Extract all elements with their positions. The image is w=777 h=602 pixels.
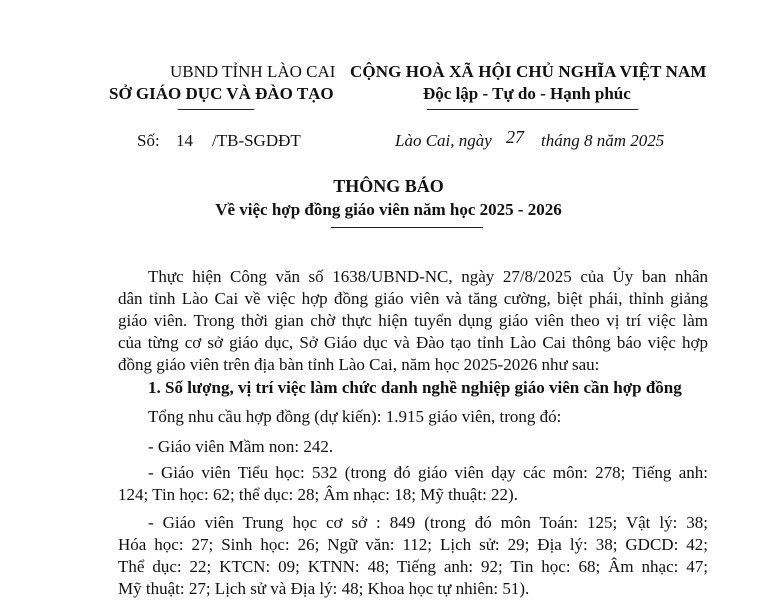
doc-number-code: /TB-SGDĐT [212, 131, 301, 150]
total-demand: Tổng nhu cầu hợp đồng (dự kiến): 1.915 giáo viên, trong đó: [148, 407, 562, 426]
intro-line: Thực hiện Công văn số 1638/UBND-NC, ngày 27/8/2025 của Ủy ban nhân [148, 267, 708, 286]
issuing-department: SỞ GIÁO DỤC VÀ ĐÀO TẠO [109, 84, 334, 103]
secondary-teachers-line: Mỹ thuật: 27; Lịch sử và Địa lý: 48; Khoa học tự nhiên: 51). [118, 579, 530, 598]
intro-line: của từng cơ sở giáo dục, Sở Giáo dục và Đào tạo tỉnh Lào Cai thông báo việc hợp [118, 333, 708, 352]
date-month-year: tháng 8 năm 2025 [541, 131, 665, 150]
national-motto: Độc lập - Tự do - Hạnh phúc [423, 84, 631, 103]
intro-line: đồng giáo viên trên địa bàn tỉnh Lào Cai, năm học 2025-2026 như sau: [118, 355, 600, 374]
date-day: 27 [506, 127, 524, 147]
primary-teachers-line: - Giáo viên Tiểu học: 532 (trong đó giáo viên dạy các môn: 278; Tiếng anh: [148, 463, 708, 482]
date-place: Lào Cai, ngày [395, 131, 492, 150]
doc-number-label: Số: [137, 131, 160, 150]
issuing-authority: UBND TỈNH LÀO CAI [170, 62, 336, 81]
national-title: CỘNG HOÀ XÃ HỘI CHỦ NGHĨA VIỆT NAM [350, 62, 707, 81]
intro-line: dân tỉnh Lào Cai về việc hợp đồng giáo viên và tăng cường, biệt phái, thỉnh giảng [118, 289, 708, 308]
document-title: THÔNG BÁO [333, 176, 444, 196]
header-left-underline [178, 109, 254, 110]
secondary-teachers-line: Hóa học: 27; Sinh học: 26; Ngữ văn: 112; Lịch sử: 29; Địa lý: 38; GDCD: 42; [118, 535, 708, 554]
preschool-teachers: - Giáo viên Mầm non: 242. [148, 437, 334, 456]
document-subtitle: Về việc hợp đồng giáo viên năm học 2025 - 2026 [215, 200, 562, 219]
title-underline [331, 227, 483, 228]
secondary-teachers-line: - Giáo viên Trung học cơ sở : 849 (trong đó môn Toán: 125; Vật lý: 38; [148, 513, 708, 532]
intro-line: giáo viên. Trong thời gian chờ thực hiện tuyển dụng giáo viên theo vị trí việc làm [118, 311, 708, 330]
primary-teachers-line: 124; Tin học: 62; thể dục: 28; Âm nhạc: 18; Mỹ thuật: 22). [118, 485, 518, 504]
header-right-underline [427, 109, 638, 110]
doc-number-value: 14 [176, 131, 193, 150]
section-1-heading: 1. Số lượng, vị trí việc làm chức danh nghề nghiệp giáo viên cần hợp đồng [148, 378, 682, 397]
secondary-teachers-line: Thể dục: 22; KTCN: 09; KTNN: 48; Tiếng anh: 92; Tin học: 68; Âm nhạc: 47; [118, 557, 708, 576]
